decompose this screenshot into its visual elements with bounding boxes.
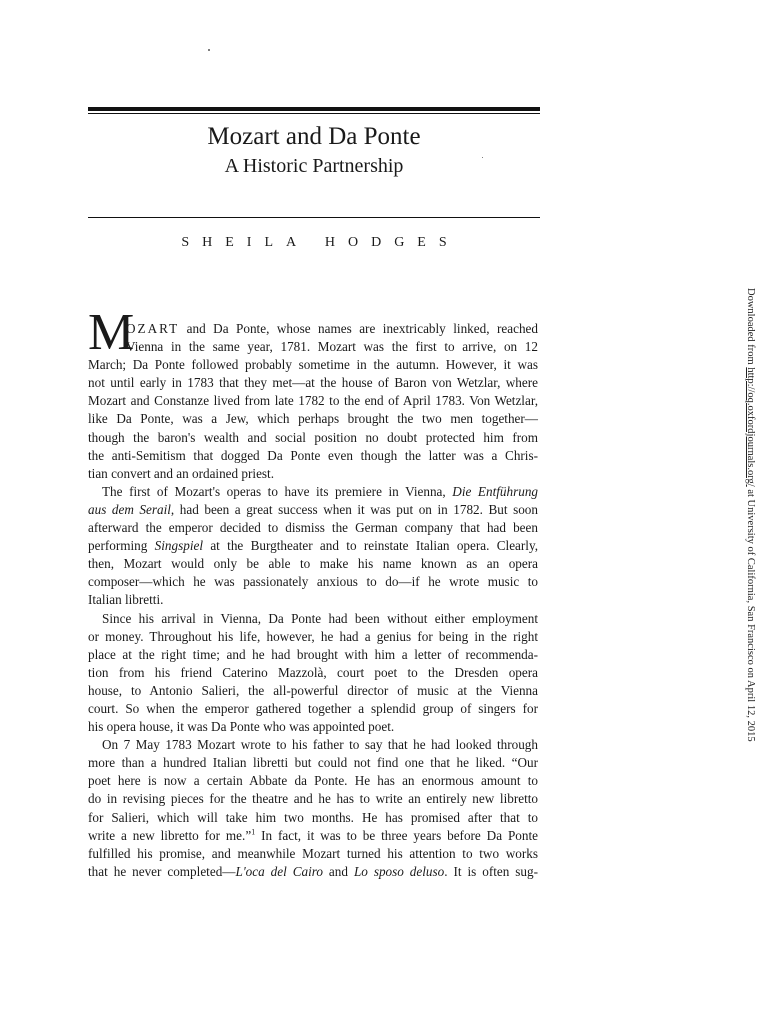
text-line xyxy=(88,392,538,410)
text-line xyxy=(88,736,538,754)
text-line xyxy=(88,483,538,501)
text-line xyxy=(88,356,538,374)
text-line xyxy=(88,519,538,537)
footnote-ref: 1 xyxy=(251,827,256,837)
text-line xyxy=(88,628,538,646)
text-line xyxy=(88,845,538,863)
text-run: tian convert and an ordained priest. xyxy=(88,465,275,481)
text-run: tion from his friend Caterino Mazzolà, court poet to the Dresden opera xyxy=(88,664,538,680)
text-run: at the Burgtheater and to reinstate Italian opera. Clearly, xyxy=(203,538,538,554)
paragraph xyxy=(88,320,538,483)
article-body xyxy=(88,320,538,881)
text-run: more than a hundred Italian libretti but could not find one that he liked. “Our xyxy=(88,755,538,771)
text-run: or money. Throughout his life, however, he had a genius for being in the right xyxy=(88,628,538,644)
text-run: In fact, it was to be three years before Da Ponte xyxy=(255,827,539,843)
italic-title: aus dem Serail xyxy=(88,501,171,517)
text-run: his opera house, it was Da Ponte who was appointed poet. xyxy=(88,719,395,735)
text-line xyxy=(88,610,538,628)
text-line xyxy=(88,772,538,790)
text-run: though the baron's wealth and social position no doubt protected him from xyxy=(88,429,538,445)
text-run: Vienna in the same year, 1781. Mozart was the first to arrive, on 12 xyxy=(126,339,538,355)
drop-cap: M xyxy=(88,304,135,361)
text-line xyxy=(88,555,538,573)
text-line xyxy=(88,501,538,519)
text-run: On 7 May 1783 Mozart wrote to his father to say that he had looked through xyxy=(102,737,538,753)
text-run: and xyxy=(322,863,354,879)
text-line xyxy=(88,863,538,881)
text-line xyxy=(88,809,538,827)
paragraph xyxy=(88,483,538,610)
text-line xyxy=(88,682,538,700)
text-run: for Salieri, which will take him two months. He has promised after that to xyxy=(88,809,538,825)
text-run: , had been a great success when it was put on in 1782. But soon xyxy=(170,501,538,517)
text-run: house, to Antonio Salieri, the all-powerful director of music at the Vienna xyxy=(88,682,538,698)
text-run: then, Mozart would only be able to make his name known as an opera xyxy=(88,556,538,572)
text-run: Mozart and Constanze lived from late 1782 to the end of April 1783. Von Wetzlar, xyxy=(88,393,538,409)
italic-title: L'oca del Cairo xyxy=(235,863,323,879)
journal-link[interactable]: http://oq.oxfordjournals.org/ xyxy=(745,367,756,487)
text-run: composer—which he was passionately anxious to do—if he wrote music to xyxy=(88,574,538,590)
text-line xyxy=(88,718,538,736)
text-line xyxy=(88,664,538,682)
text-run: like Da Ponte, was a Jew, which perhaps brought the two men together— xyxy=(88,411,538,427)
scan-speck xyxy=(208,49,210,51)
download-notice xyxy=(743,288,759,742)
paragraph xyxy=(88,610,538,737)
text-line xyxy=(88,700,538,718)
text-run: fulfilled his promise, and meanwhile Mozart turned his attention to two works xyxy=(88,845,538,861)
header-rule-thin xyxy=(88,113,540,114)
text-run: the anti-Semitism that dogged Da Ponte even though the latter was a Chris- xyxy=(88,447,538,463)
paragraph xyxy=(88,736,538,881)
header-rule-thick xyxy=(88,107,540,111)
italic-title: Lo sposo deluso xyxy=(353,863,445,879)
article-subtitle: A Historic Partnership xyxy=(224,155,404,177)
text-line xyxy=(88,754,538,772)
article-title: Mozart and Da Ponte xyxy=(207,123,421,150)
italic-title: Die Entführung xyxy=(452,483,539,499)
text-line xyxy=(88,790,538,808)
text-run: poet here is now a certain Abbate da Ponte. He has an enormous amount to xyxy=(88,773,538,789)
text-run: place at the right time; and he had brought with him a letter of recommenda- xyxy=(88,646,538,662)
text-line xyxy=(88,537,538,555)
download-notice-prefix: Downloaded from xyxy=(745,288,756,368)
text-run: . It is often sug- xyxy=(444,863,539,879)
text-line xyxy=(88,429,538,447)
text-line xyxy=(88,591,538,609)
text-line xyxy=(88,338,538,356)
text-run: afterward the emperor decided to dismiss the German company that had been xyxy=(88,520,538,536)
text-run: Italian libretti. xyxy=(88,592,164,608)
text-run: that he never completed— xyxy=(88,863,236,879)
text-run: do in revising pieces for the theatre and he has to write an entirely new libretto xyxy=(88,791,538,807)
download-notice-suffix: at University of California, San Francisco on April 12, 2015 xyxy=(745,486,756,742)
text-run: performing xyxy=(88,538,155,554)
text-run: not until early in 1783 that they met—at the house of Baron von Wetzlar, where xyxy=(88,375,538,391)
text-line xyxy=(88,573,538,591)
text-line xyxy=(88,827,538,845)
text-line xyxy=(88,646,538,664)
text-run: Since his arrival in Vienna, Da Ponte had been without either employment xyxy=(102,610,538,626)
text-run: and Da Ponte, whose names are inextricably linked, reached xyxy=(179,321,538,336)
author-name: SHEILA HODGES xyxy=(181,235,460,250)
title-rule xyxy=(88,217,540,218)
small-caps-lead: OZART xyxy=(126,321,180,336)
italic-title: Singspiel xyxy=(154,538,204,554)
text-line xyxy=(88,320,538,338)
text-line xyxy=(88,374,538,392)
text-run: The first of Mozart's operas to have its premiere in Vienna, xyxy=(102,483,453,499)
text-line xyxy=(88,447,538,465)
text-line xyxy=(88,410,538,428)
text-run: March; Da Ponte followed probably sometime in the autumn. However, it was xyxy=(88,357,538,373)
text-line xyxy=(88,465,538,483)
text-run: court. So when the emperor gathered together a splendid group of singers for xyxy=(88,700,538,716)
text-run: write a new libretto for me.” xyxy=(88,827,252,843)
